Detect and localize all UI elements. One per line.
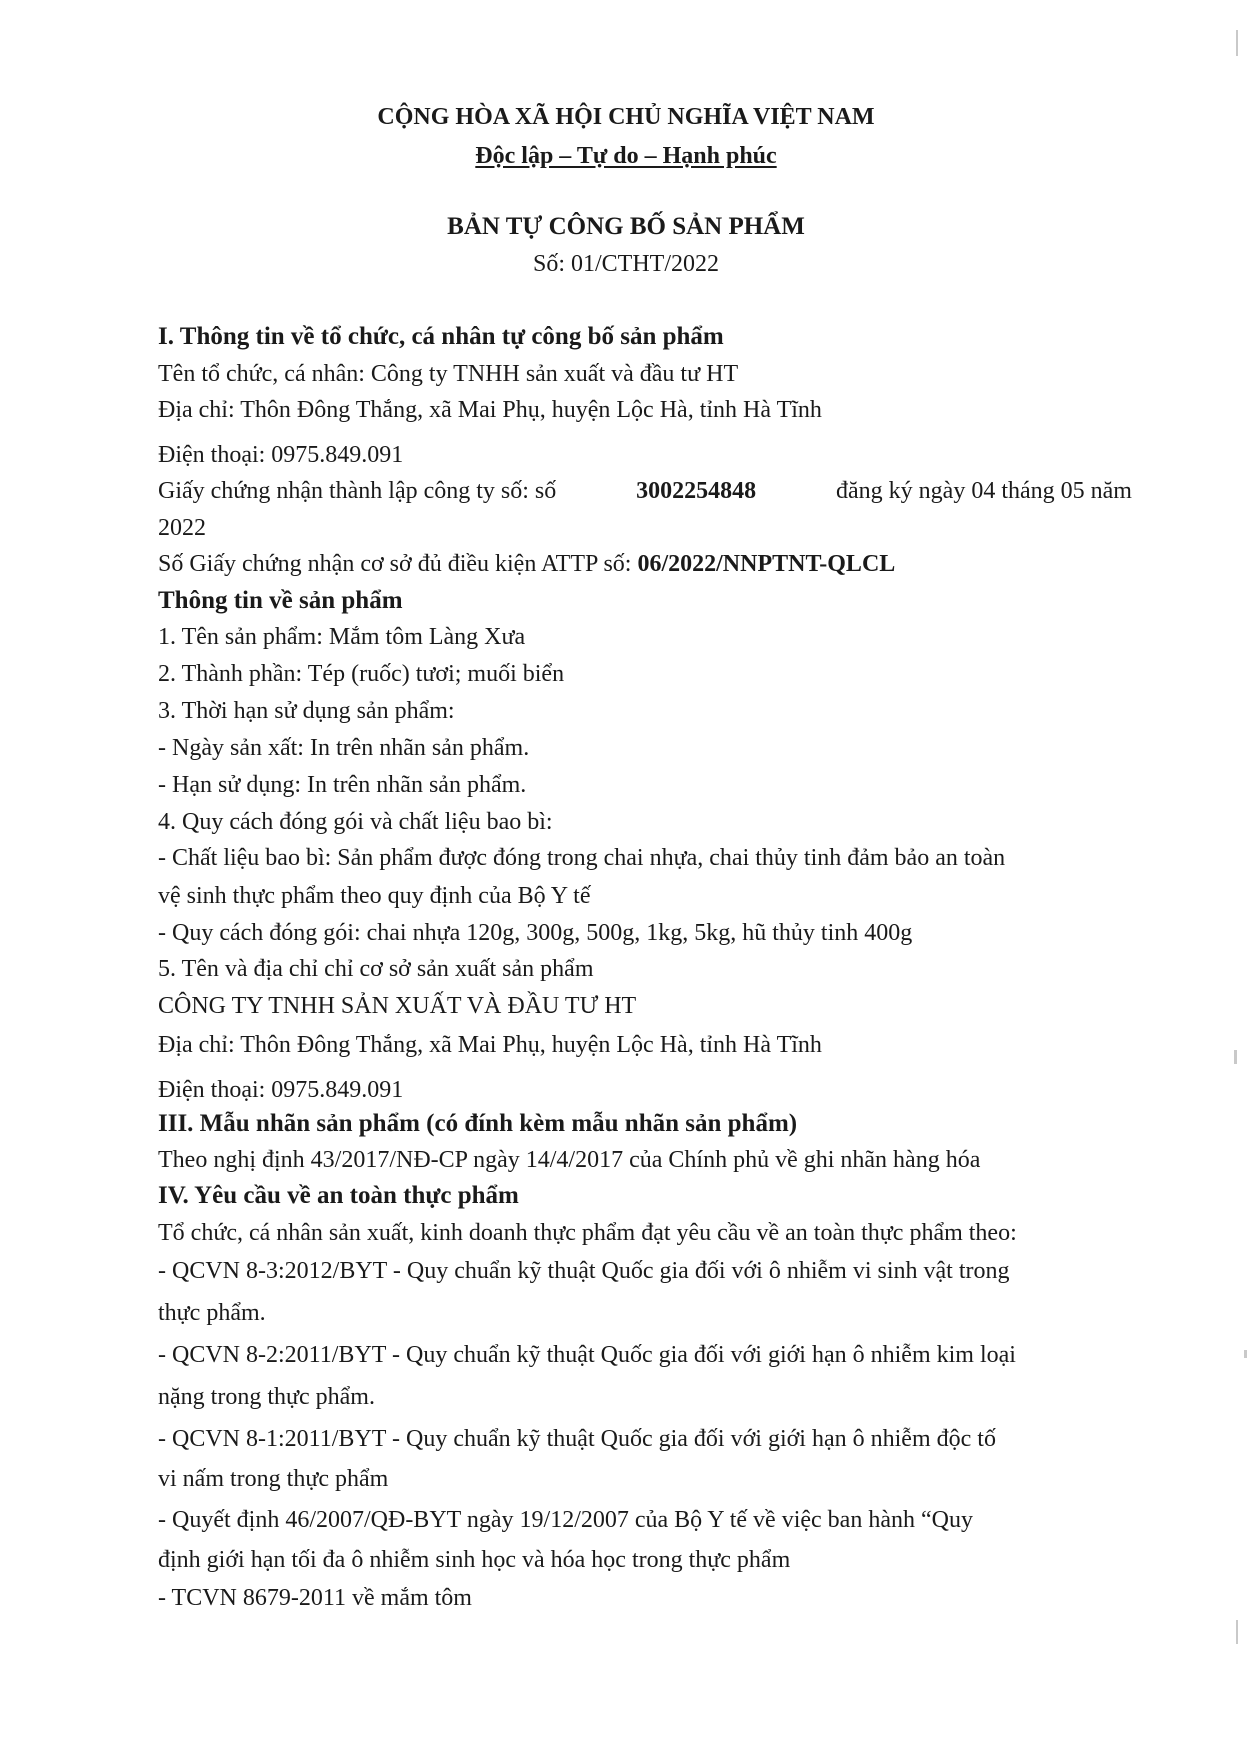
org-address: Địa chỉ: Thôn Đông Thắng, xã Mai Phụ, huyện Lộc Hà, tỉnh Hà Tĩnh xyxy=(158,397,822,423)
standard-3-line2: vi nấm trong thực phẩm xyxy=(158,1466,389,1492)
national-title: CỘNG HÒA XÃ HỘI CHỦ NGHĨA VIỆT NAM xyxy=(377,104,875,130)
packaging-material-line2: vệ sinh thực phẩm theo quy định của Bộ Y tế xyxy=(158,883,591,909)
safety-intro: Tổ chức, cá nhân sản xuất, kinh doanh thực phẩm đạt yêu cầu về an toàn thực phẩm theo: xyxy=(158,1220,1017,1246)
expiry-date: - Hạn sử dụng: In trên nhãn sản phẩm. xyxy=(158,772,527,798)
attp-cert-line xyxy=(158,549,895,579)
motto: Độc lập – Tự do – Hạnh phúc xyxy=(475,143,777,169)
packaging-material-line1: - Chất liệu bao bì: Sản phẩm được đóng trong chai nhựa, chai thủy tinh đảm bảo an toàn xyxy=(158,845,1006,871)
section1-heading: I. Thông tin về tổ chức, cá nhân tự công bố sản phẩm xyxy=(158,323,724,350)
producer-heading: 5. Tên và địa chỉ chỉ cơ sở sản xuất sản phẩm xyxy=(158,956,594,982)
producer-phone: Điện thoại: 0975.849.091 xyxy=(158,1077,404,1103)
business-cert-line xyxy=(158,476,1132,506)
org-phone: Điện thoại: 0975.849.091 xyxy=(158,442,404,468)
document-title: BẢN TỰ CÔNG BỐ SẢN PHẨM xyxy=(447,213,805,240)
org-name: Tên tổ chức, cá nhân: Công ty TNHH sản xuất và đầu tư HT xyxy=(158,361,739,387)
section3-heading: III. Mẫu nhãn sản phẩm (có đính kèm mẫu nhãn sản phẩm) xyxy=(158,1110,798,1137)
section2-heading: Thông tin về sản phẩm xyxy=(158,587,403,614)
document-number: Số: 01/CTHT/2022 xyxy=(532,251,719,277)
scan-mark xyxy=(1236,1620,1238,1644)
attp-prefix: Số Giấy chứng nhận cơ sở đủ điều kiện ATTP số: xyxy=(158,551,632,577)
ingredients: 2. Thành phần: Tép (ruốc) tươi; muối biển xyxy=(158,661,565,687)
cert-suffix: đăng ký ngày 04 tháng 05 năm xyxy=(836,478,1132,504)
standard-4-line2: định giới hạn tối đa ô nhiễm sinh học và hóa học trong thực phẩm xyxy=(158,1547,791,1573)
standard-2-line2: nặng trong thực phẩm. xyxy=(158,1384,375,1410)
cert-year: 2022 xyxy=(158,515,206,541)
section4-heading: IV. Yêu cầu về an toàn thực phẩm xyxy=(158,1182,519,1209)
producer-company: CÔNG TY TNHH SẢN XUẤT VÀ ĐẦU TƯ HT xyxy=(158,993,637,1019)
standard-5: - TCVN 8679-2011 về mắm tôm xyxy=(158,1585,472,1611)
cert-number: 3002254848 xyxy=(636,478,757,504)
manufacture-date: - Ngày sản xất: In trên nhãn sản phẩm. xyxy=(158,735,530,761)
scan-mark xyxy=(1234,1050,1237,1064)
standard-2-line1: - QCVN 8-2:2011/BYT - Quy chuẩn kỹ thuật Quốc gia đối với giới hạn ô nhiễm kim loại xyxy=(158,1342,1016,1368)
scan-mark xyxy=(1244,1350,1247,1358)
shelf-life-heading: 3. Thời hạn sử dụng sản phẩm: xyxy=(158,698,455,724)
packing-spec: - Quy cách đóng gói: chai nhựa 120g, 300g, 500g, 1kg, 5kg, hũ thủy tinh 400g xyxy=(158,920,913,946)
attp-number: 06/2022/NNPTNT-QLCL xyxy=(637,551,896,577)
packaging-heading: 4. Quy cách đóng gói và chất liệu bao bì: xyxy=(158,809,553,835)
standard-1-line2: thực phẩm. xyxy=(158,1300,266,1326)
standard-3-line1: - QCVN 8-1:2011/BYT - Quy chuẩn kỹ thuật Quốc gia đối với giới hạn ô nhiễm độc tố xyxy=(158,1426,996,1452)
cert-prefix: Giấy chứng nhận thành lập công ty số: số xyxy=(158,478,557,504)
standard-1-line1: - QCVN 8-3:2012/BYT - Quy chuẩn kỹ thuật Quốc gia đối với ô nhiễm vi sinh vật trong xyxy=(158,1258,1010,1284)
label-regulation: Theo nghị định 43/2017/NĐ-CP ngày 14/4/2017 của Chính phủ về ghi nhãn hàng hóa xyxy=(158,1147,981,1173)
producer-address: Địa chỉ: Thôn Đông Thắng, xã Mai Phụ, huyện Lộc Hà, tỉnh Hà Tĩnh xyxy=(158,1032,822,1058)
standard-4-line1: - Quyết định 46/2007/QĐ-BYT ngày 19/12/2007 của Bộ Y tế về việc ban hành “Quy xyxy=(158,1507,973,1533)
product-name: 1. Tên sản phẩm: Mắm tôm Làng Xưa xyxy=(158,624,526,650)
scan-mark xyxy=(1236,30,1238,56)
